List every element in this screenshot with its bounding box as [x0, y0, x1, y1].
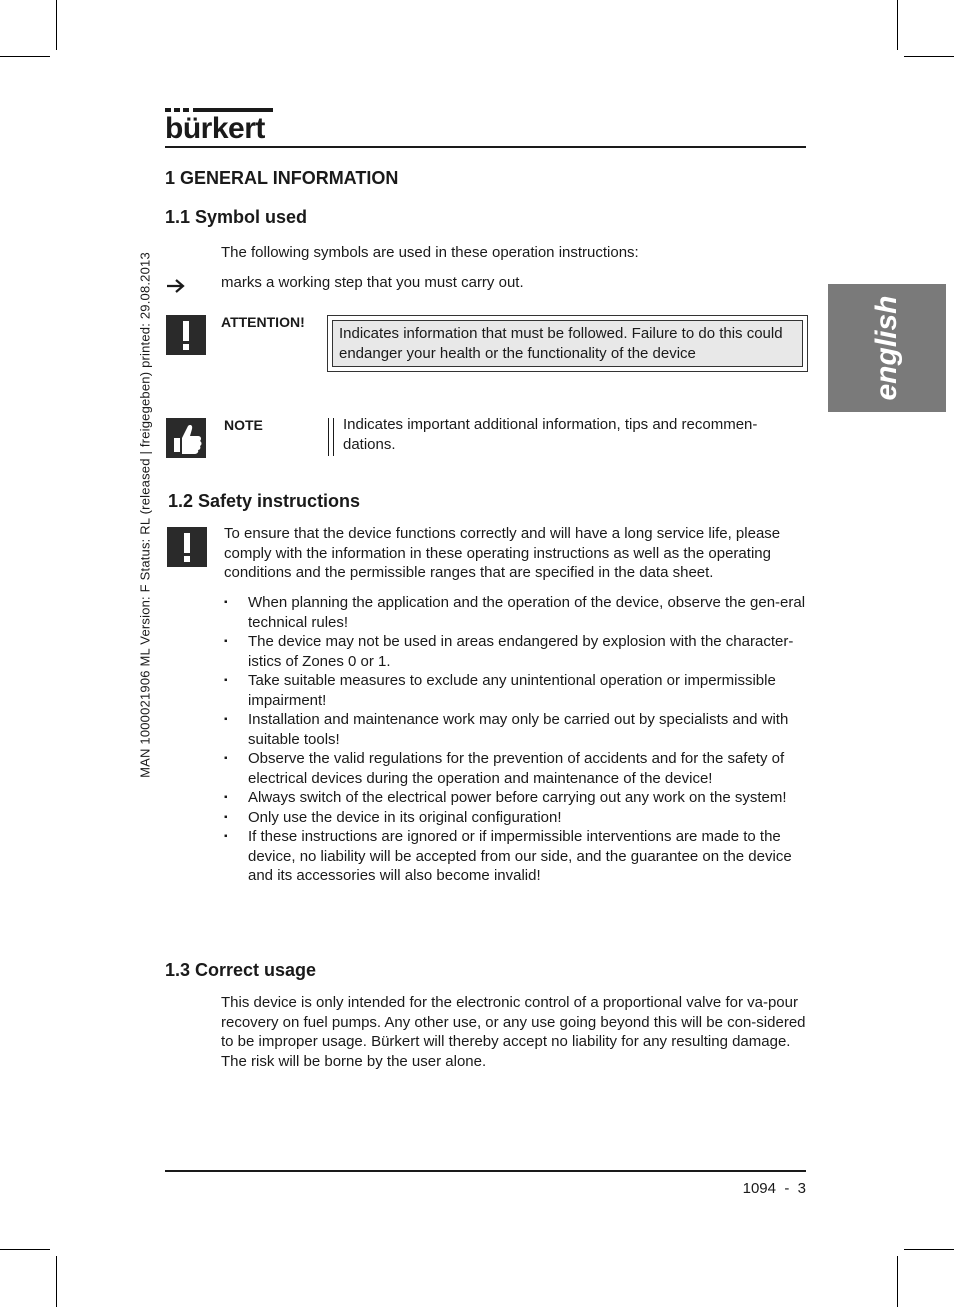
- list-item: ▪ Observe the valid regulations for the prevention of accidents and for the safety of electrical devices during the operation and maintenance of the device!: [222, 749, 807, 788]
- list-item: ▪ Only use the device in its original configuration!: [222, 808, 807, 828]
- attention-box: [327, 315, 808, 372]
- list-item: ▪ Take suitable measures to exclude any unintentional operation or impermissible impairment!: [222, 671, 807, 710]
- language-tab: [828, 284, 946, 412]
- list-item: ▪ Always switch of the electrical power before carrying out any work on the system!: [222, 788, 807, 808]
- note-bar: [328, 418, 329, 456]
- crop-mark: [897, 1256, 898, 1307]
- attention-text: Indicates information that must be followed. Failure to do this could endanger your health or the functionality of the device: [332, 320, 803, 367]
- crop-mark: [56, 0, 57, 50]
- exclamation-icon: [167, 527, 207, 567]
- safety-list: [222, 593, 807, 886]
- language-tab-label: english: [870, 295, 903, 401]
- usage-text: This device is only intended for the electronic control of a proportional valve for va-pour recovery on fuel pumps. Any other use, or any use going beyond this will be con-sidered to be improper usage. Bürkert will thereby accept no liability for any resulting damage. The risk will be borne by the user alone.: [221, 994, 806, 1070]
- list-item: ▪ When planning the application and the operation of the device, observe the gen-eral technical rules!: [222, 593, 807, 632]
- note-bar: [333, 418, 334, 456]
- footer-rule: [165, 1170, 806, 1172]
- subsection-heading: 1.3 Correct usage: [165, 960, 317, 980]
- list-item: ▪ Installation and maintenance work may only be carried out by specialists and with suitable tools!: [222, 710, 807, 749]
- arrow-description: marks a working step that you must carry out.: [221, 274, 524, 291]
- crop-mark: [904, 56, 954, 57]
- safety-intro: To ensure that the device functions correctly and will have a long service life, please comply with the information in these operating instructions as well as the operating conditions and the permissible ranges that are specified in the data sheet.: [224, 525, 781, 581]
- thumbs-up-icon: [166, 418, 206, 458]
- page-number: 1094 - 3: [742, 1180, 806, 1197]
- logo-wordmark: bürkert: [165, 112, 265, 145]
- list-item: ▪ The device may not be used in areas endangered by explosion with the character-istics of Zones 0 or 1.: [222, 632, 807, 671]
- attention-label: ATTENTION!: [221, 314, 305, 330]
- crop-mark: [897, 0, 898, 50]
- header-rule: [165, 146, 806, 148]
- crop-mark: [56, 1256, 57, 1307]
- symbols-intro: The following symbols are used in these operation instructions:: [221, 244, 639, 261]
- crop-mark: [904, 1249, 954, 1250]
- crop-mark: [0, 1249, 50, 1250]
- note-label: NOTE: [224, 417, 263, 433]
- subsection-heading: 1.1 Symbol used: [165, 207, 308, 227]
- section-heading: 1 GENERAL INFORMATION: [165, 168, 399, 188]
- document-meta: MAN 1000021906 ML Version: F Status: RL (released | freigegeben) printed: 29.08.2013: [137, 252, 153, 778]
- note-text: Indicates important additional information, tips and recommen-dations.: [343, 416, 758, 453]
- brand-logo: [165, 106, 277, 145]
- list-item: ▪ If these instructions are ignored or if impermissible interventions are made to the device, no liability will be accepted from our side, and the guarantee on the device and its accessories will also become invalid!: [222, 827, 807, 886]
- crop-mark: [0, 56, 50, 57]
- exclamation-icon: [166, 315, 206, 355]
- arrow-right-icon: [165, 278, 187, 294]
- subsection-heading: 1.2 Safety instructions: [168, 491, 361, 511]
